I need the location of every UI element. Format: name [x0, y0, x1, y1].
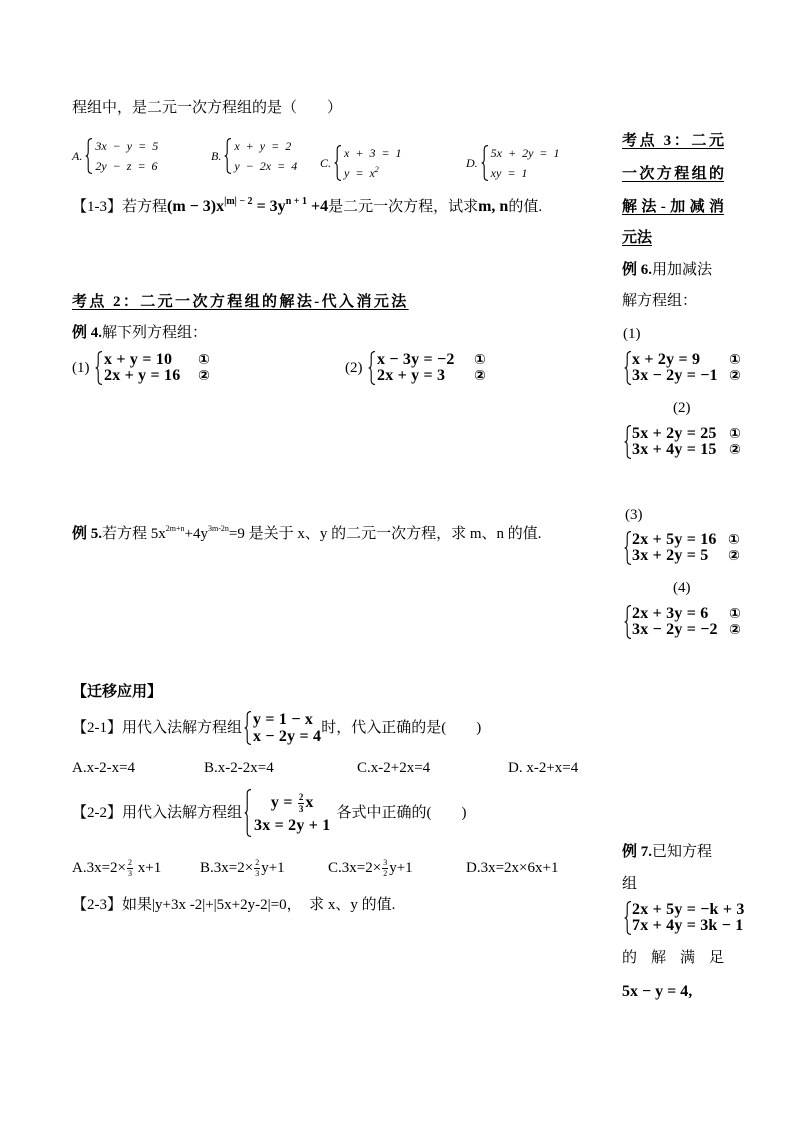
condition-equation: 5x − y = 4, [622, 983, 693, 1000]
equation: xy = 1 [490, 166, 528, 180]
equation: y = 1 − x [253, 711, 314, 728]
sub-number: (2) [345, 360, 363, 376]
example-label: 例 4. [72, 325, 103, 341]
equation-line [271, 790, 314, 816]
section-heading: 【迁移应用】 [72, 684, 163, 700]
equation-marker: ② [474, 368, 486, 384]
equation-line [632, 622, 741, 638]
fraction-numerator: 3 [383, 857, 388, 867]
system-lines [632, 352, 741, 384]
equation-marker: ② [728, 548, 740, 564]
math-term: m, n [478, 198, 509, 215]
equation: 2x + y = 16 [104, 367, 181, 384]
equation: y − 2x = 4 [234, 159, 298, 173]
question-tag: 【2-2】 [72, 805, 122, 821]
section-heading-line: 元法 [622, 230, 653, 246]
example-4-heading [72, 323, 207, 343]
question-text: 用代入法解方程组 [122, 720, 243, 736]
equation-base: y = x [344, 166, 375, 180]
math-term: (m − 3)x [167, 198, 225, 215]
equation: 5x + 2y = 25 [632, 425, 717, 442]
equation-line [632, 442, 741, 458]
equation: 3x + 4y = 15 [632, 441, 717, 458]
equation: y = [270, 794, 297, 811]
equation-line [632, 548, 740, 564]
equation-line [632, 606, 741, 622]
system-brace [224, 138, 232, 174]
equation: x + 2y = 9 [632, 351, 701, 368]
example-7-heading [622, 842, 712, 862]
exponent: 2 [374, 165, 379, 174]
system-brace [481, 145, 489, 181]
equation-line [377, 352, 486, 368]
system-brace [624, 351, 632, 385]
equation: 3x + 2y = 5 [632, 547, 709, 564]
option-a: A.x-2-x=4 [72, 760, 136, 776]
question-text: 用代入法解方程组 [122, 805, 243, 821]
question-tag: 【2-3】 [72, 897, 122, 913]
equation-marker: ① [729, 352, 741, 368]
option-d [466, 856, 558, 880]
fraction-numerator: 2 [255, 857, 260, 867]
question-text: 的值. [508, 199, 543, 215]
equation: x [305, 794, 314, 811]
fraction-denominator: 3 [255, 868, 260, 878]
equation: 7x + 4y = 3k − 1 [632, 917, 744, 934]
question-text: 如果|y+3x -2|+|5x+2y-2|=0， 求 x、y 的值. [122, 897, 396, 913]
equation-system [624, 901, 745, 935]
option-c: C.x-2+2x=4 [357, 760, 431, 776]
exponent: |m| − 2 [224, 196, 253, 207]
system-lines [632, 902, 745, 934]
equation: x − 2y = 4 [253, 728, 322, 745]
equation-line [377, 368, 486, 384]
sub-number: (1) [623, 326, 641, 342]
option-c [328, 856, 413, 880]
system-brace [624, 605, 632, 639]
system-brace [85, 138, 93, 174]
equation: 2x + 5y = −k + 3 [632, 901, 745, 918]
example-text: =9 是关于 x、y 的二元一次方程，求 m、n 的值. [228, 526, 542, 542]
option-a [72, 136, 158, 176]
equation-line [104, 368, 210, 384]
equation-marker: ① [729, 426, 741, 442]
system-brace [334, 145, 342, 181]
option-d: D. x-2+x=4 [508, 760, 579, 776]
option-text: D.3x=2x×6x+1 [466, 860, 559, 876]
fraction [382, 859, 388, 878]
example-text: 组 [622, 876, 638, 892]
equation: x + 3 = 1 [344, 146, 402, 160]
example-6-heading [622, 260, 712, 280]
option-system [489, 143, 560, 183]
fraction [254, 859, 260, 878]
system-brace [368, 351, 376, 385]
equation [344, 163, 402, 183]
option-system [93, 136, 158, 176]
example-5 [72, 524, 542, 544]
option-text: A.3x=2× [72, 860, 127, 876]
equation: x − 3y = −2 [377, 351, 455, 368]
equation-line [632, 426, 741, 442]
option-d [466, 143, 560, 183]
section-heading-line: 一次方程组的 [622, 166, 724, 182]
system-brace [244, 789, 252, 837]
question-text: 是二元一次方程，试求 [328, 199, 479, 215]
equation: x + y = 2 [234, 139, 292, 153]
equation-system [368, 351, 486, 385]
equation-system [624, 531, 740, 565]
example-label: 例 7. [622, 844, 653, 860]
sub-number: (4) [673, 580, 691, 596]
equation: 3x − 2y = −2 [632, 621, 718, 638]
system-lines [253, 711, 321, 745]
equation-marker: ② [198, 368, 210, 384]
equation: 5x + 2y = 1 [490, 146, 560, 160]
option-text: y+1 [389, 860, 413, 876]
fraction-numerator: 2 [128, 857, 133, 867]
equation-marker: ② [729, 622, 741, 638]
option-label: A. [72, 148, 83, 163]
question-text: 若方程 [122, 199, 168, 215]
section-heading-line: 考点 3：二元 [622, 133, 724, 149]
question-stem: 程组中，是二元一次方程组的是（ ） [72, 100, 343, 116]
option-b: B.x-2-2x=4 [204, 760, 274, 776]
example-text: 解下列方程组： [102, 325, 208, 341]
equation: x + y = 10 [104, 351, 173, 368]
equation-system [95, 351, 210, 385]
system-brace [624, 531, 632, 565]
option-text: B.3x=2× [200, 860, 254, 876]
example-text: 已知方程 [652, 844, 713, 860]
fraction-denominator: 3 [298, 803, 304, 814]
option-b [211, 136, 297, 176]
equation-line [632, 352, 741, 368]
section-heading-line: 解法-加减消 [622, 199, 724, 215]
equation: 2x + 3y = 6 [632, 605, 709, 622]
option-b [200, 856, 285, 880]
math-term: = 3y [252, 198, 286, 215]
example-text: 解方程组： [622, 293, 698, 309]
example-label: 例 6. [622, 262, 653, 278]
fraction [127, 859, 133, 878]
fraction-numerator: 2 [298, 791, 304, 802]
equation: 2x + y = 3 [377, 367, 446, 384]
equation-marker: ① [474, 352, 486, 368]
exponent: n + 1 [285, 196, 307, 207]
system-lines [632, 606, 741, 638]
equation: 3x = 2y + 1 [254, 817, 331, 834]
example-text: 用加减法 [652, 262, 713, 278]
system-lines [104, 352, 210, 384]
system-brace [624, 425, 632, 459]
option-c [320, 143, 402, 183]
equation-marker: ② [729, 368, 741, 384]
equation-line [254, 816, 330, 836]
equation-marker: ① [728, 532, 740, 548]
question-text: 各式中正确的( ) [336, 805, 467, 821]
question-tag: 【1-3】 [72, 199, 122, 215]
equation-marker: ① [198, 352, 210, 368]
equation-line [104, 352, 210, 368]
question-2-3 [72, 895, 395, 915]
question-1-3 [72, 197, 542, 217]
system-lines [632, 426, 741, 458]
exponent: 2m+n [165, 524, 185, 533]
option-a [72, 856, 161, 880]
option-system [232, 136, 297, 176]
system-brace [95, 351, 103, 385]
section-heading: 考点 2：二元一次方程组的解法-代入消元法 [72, 294, 409, 310]
equation-system [624, 351, 741, 385]
equation: 3x − 2y = −1 [632, 367, 718, 384]
example-label: 例 5. [72, 526, 103, 542]
option-label: C. [320, 155, 332, 170]
example-text: +4y [184, 526, 208, 542]
equation: 2y − z = 6 [95, 159, 158, 173]
sub-number: (1) [72, 360, 90, 376]
equation: 2x + 5y = 16 [632, 531, 717, 548]
system-lines [377, 352, 486, 384]
example-text: 的 解 满 足 [622, 950, 724, 966]
option-text: y+1 [261, 860, 285, 876]
sub-number: (2) [673, 400, 691, 416]
equation-line [632, 532, 740, 548]
question-tag: 【2-1】 [72, 720, 122, 736]
equation-system [624, 425, 741, 459]
question-text: 时，代入正确的是( ) [321, 720, 482, 736]
system-brace [624, 901, 632, 935]
fraction [298, 793, 305, 814]
equation-line [632, 368, 741, 384]
fraction-denominator: 3 [128, 868, 133, 878]
equation-system [624, 605, 741, 639]
equation-marker: ② [729, 442, 741, 458]
question-2-2 [72, 789, 466, 837]
system-lines [254, 790, 330, 836]
option-text: x+1 [134, 860, 162, 876]
option-label: D. [466, 155, 478, 170]
equation: 3x − y = 5 [95, 139, 159, 153]
option-label: B. [211, 148, 222, 163]
system-lines [632, 532, 740, 564]
system-brace [244, 711, 252, 745]
sub-number: (3) [625, 507, 643, 523]
exponent: 3m-2n [207, 524, 229, 533]
equation-marker: ① [729, 606, 741, 622]
fraction-denominator: 2 [383, 868, 388, 878]
option-system [342, 143, 402, 183]
math-term: +4 [306, 198, 329, 215]
example-text: 若方程 5x [102, 526, 166, 542]
option-text: C.3x=2× [328, 860, 382, 876]
question-2-1 [72, 711, 481, 745]
